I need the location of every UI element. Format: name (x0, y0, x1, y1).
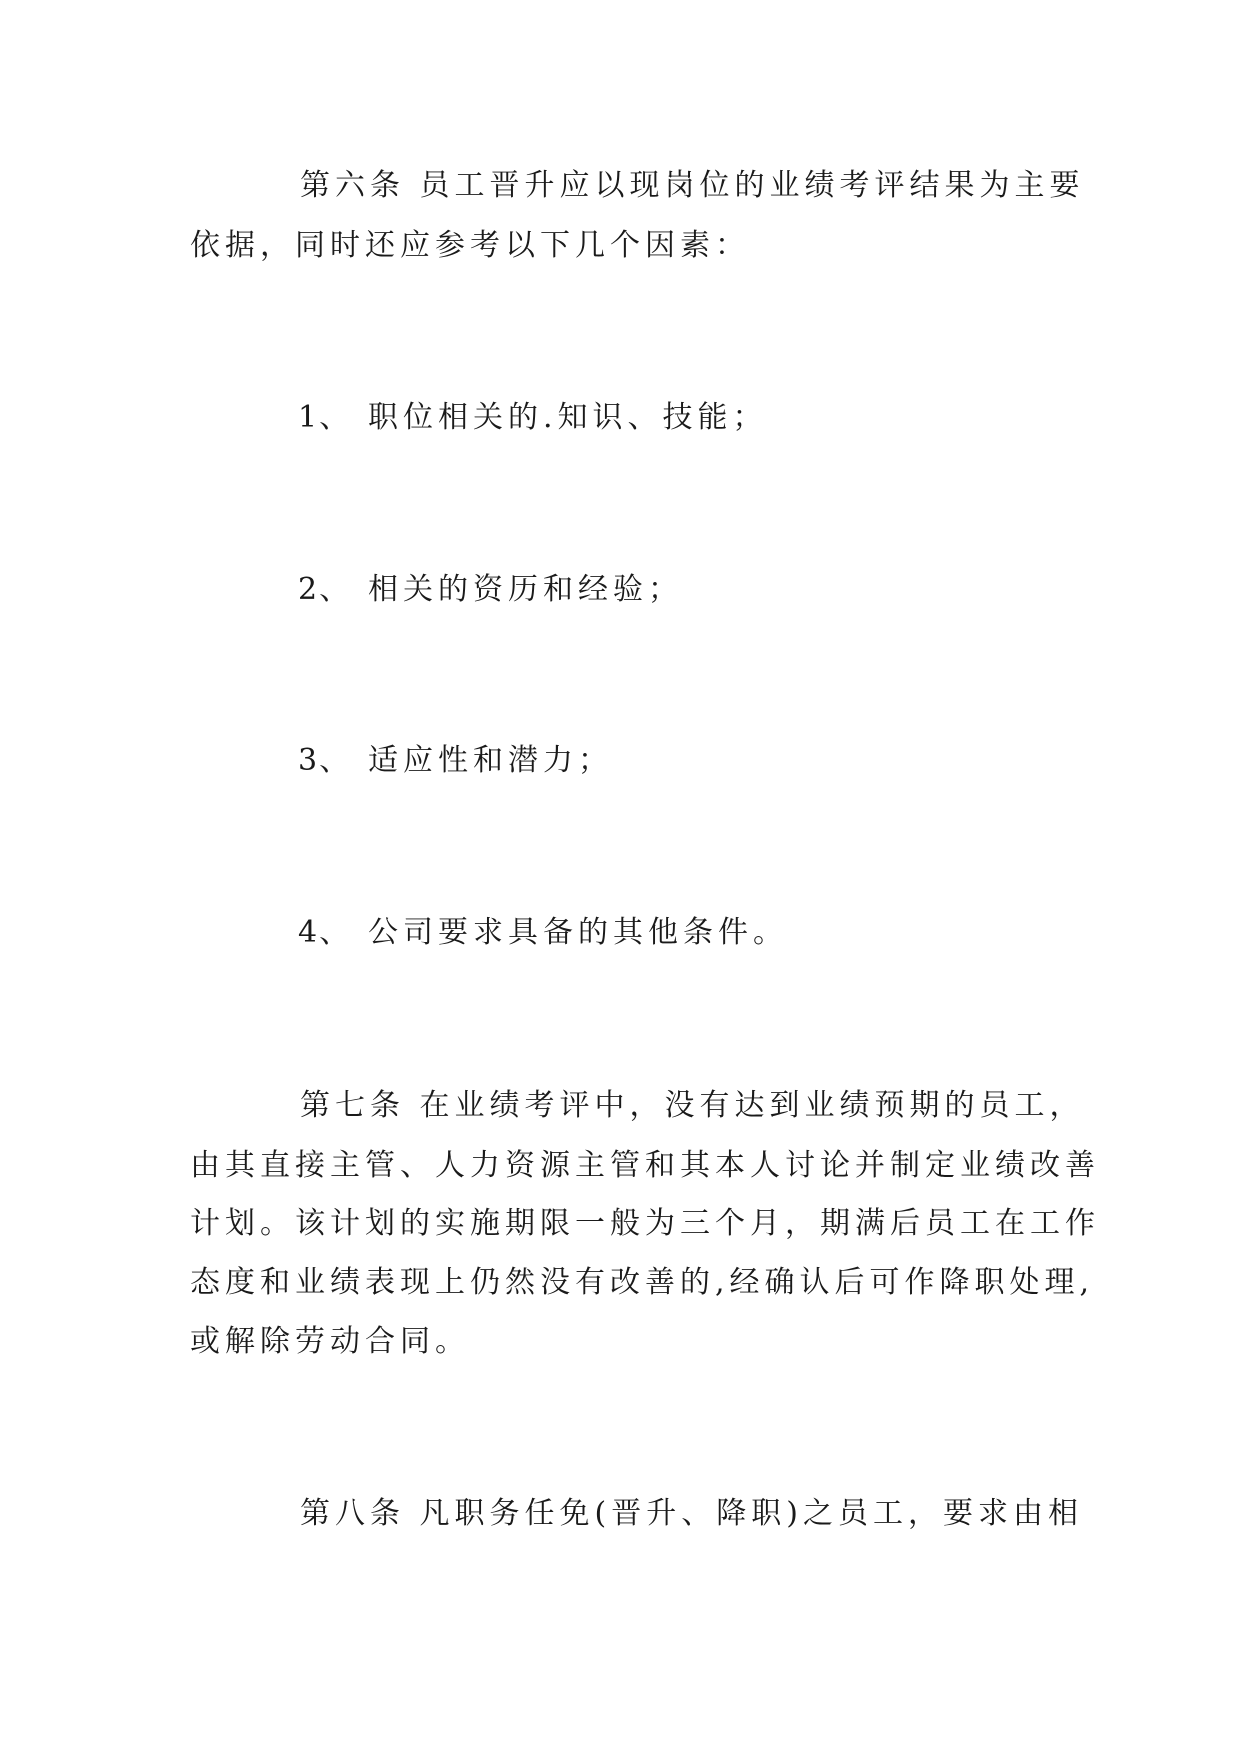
factor-item-4 (298, 913, 788, 953)
article-7-line-5: 或解除劳动合同。 (190, 1324, 470, 1359)
factor-item-2 (298, 570, 683, 610)
article-6-line-1: 第六条 员工晋升应以现岗位的业绩考评结果为主要 (300, 168, 1085, 203)
factor-number: 4、 (298, 915, 352, 950)
article-7-line-3: 计划。该计划的实施期限一般为三个月，期满后员工在工作 (190, 1206, 1100, 1241)
factor-item-1 (298, 398, 768, 438)
factor-text: 职位相关的.知识、技能； (368, 400, 768, 435)
article-7-line-1: 第七条 在业绩考评中，没有达到业绩预期的员工， (300, 1088, 1085, 1123)
factor-text: 公司要求具备的其他条件。 (368, 915, 788, 950)
factor-text: 适应性和潜力； (368, 743, 613, 778)
article-6-line-2: 依据，同时还应参考以下几个因素： (190, 228, 750, 263)
factor-number: 2、 (298, 572, 352, 607)
factor-text: 相关的资历和经验； (368, 572, 683, 607)
article-8-line-1: 第八条 凡职务任免(晋升、降职)之员工，要求由相 (300, 1496, 1083, 1531)
factor-number: 3、 (298, 743, 352, 778)
article-7-line-2: 由其直接主管、人力资源主管和其本人讨论并制定业绩改善 (190, 1148, 1100, 1183)
factor-number: 1、 (298, 400, 352, 435)
article-7-line-4: 态度和业绩表现上仍然没有改善的,经确认后可作降职处理, (190, 1265, 1095, 1300)
factor-item-3 (298, 741, 613, 781)
